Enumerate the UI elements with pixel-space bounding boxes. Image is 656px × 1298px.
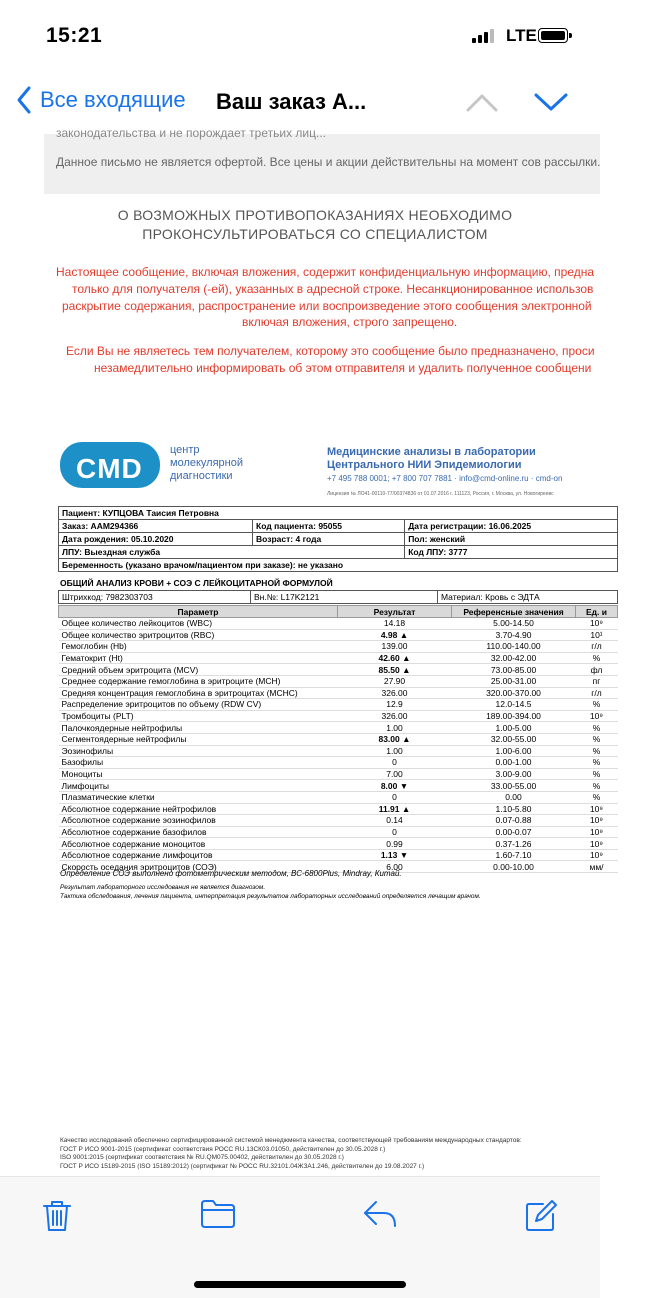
reference-cell: 32.00-42.00	[452, 652, 576, 664]
birth-date: Дата рождения: 05.10.2020	[59, 533, 253, 546]
table-row	[59, 849, 618, 861]
reference-cell: 0.00-1.00	[452, 757, 576, 769]
results-table	[58, 605, 618, 873]
trash-icon[interactable]	[42, 1199, 72, 1233]
disclaimer-box	[44, 126, 601, 194]
cut-text: законодательства и не порождает третьих лиц...	[56, 126, 326, 140]
unit-cell: %	[576, 699, 618, 711]
message-subject: Ваш заказ А...	[216, 89, 367, 114]
result-cell: 12.9	[338, 699, 452, 711]
network-type: LTE	[506, 26, 537, 45]
parameter-cell: Тромбоциты (PLT)	[59, 710, 338, 722]
result-cell: 1.00	[338, 745, 452, 757]
mail-toolbar	[0, 1176, 600, 1298]
reference-cell: 25.00-31.00	[452, 675, 576, 687]
table-row	[59, 629, 618, 641]
lab-contacts[interactable]: +7 495 788 0001; +7 800 707 7881 · info@cmd-online.ru · cmd-on	[327, 474, 563, 483]
reference-cell: 33.00-55.00	[452, 780, 576, 792]
center-name	[170, 444, 243, 483]
lab-header-line: Медицинские анализы в лаборатории	[327, 446, 536, 458]
result-cell: 83.00 ▲	[338, 733, 452, 745]
footer-line: ГОСТ Р ИСО 15189-2015 (ISO 15189:2012) (сертификат № РОСС RU.32101.04ЖЗА1.246, действителен до 19.08.2027 г.)	[60, 1162, 425, 1170]
result-cell: 0	[338, 757, 452, 769]
reference-cell: 3.00-9.00	[452, 768, 576, 780]
table-row	[59, 757, 618, 769]
table-row	[59, 815, 618, 827]
cmd-logo	[60, 442, 160, 488]
disclaimer-note: Результат лабораторного исследования не является диагнозом.	[60, 884, 266, 891]
reference-cell: 0.37-1.26	[452, 838, 576, 850]
unit-cell: 10⁹	[576, 826, 618, 838]
disclaimer-note: Тактика обследования, лечения пациента, интерпретация результатов лабораторных исследований определяется лечащим врачом.	[60, 893, 481, 900]
unit-cell: 10⁹	[576, 618, 618, 630]
parameter-cell: Общее количество эритроцитов (RBC)	[59, 629, 338, 641]
table-row	[59, 722, 618, 734]
reference-cell: 3.70-4.90	[452, 629, 576, 641]
result-cell: 6.00	[338, 861, 452, 873]
reference-cell: 12.0-14.5	[452, 699, 576, 711]
lab-header-line: Центрального НИИ Эпидемиологии	[327, 459, 522, 471]
table-row	[59, 803, 618, 815]
method-note: Определение СОЭ выполнено фотометрическим методом, ВС-6800Plus, Mindray, Китай.	[60, 869, 402, 878]
reference-cell: 320.00-370.00	[452, 687, 576, 699]
test-title: ОБЩИЙ АНАЛИЗ КРОВИ + СОЭ С ЛЕЙКОЦИТАРНОЙ ФОРМУЛОЙ	[60, 578, 333, 588]
result-cell: 42.60 ▲	[338, 652, 452, 664]
unit-cell: пг	[576, 675, 618, 687]
lpu: ЛПУ: Выездная служба	[59, 546, 405, 559]
folder-icon[interactable]	[200, 1199, 236, 1229]
center-line: молекулярной	[170, 457, 243, 469]
logo-text: CMD	[76, 453, 143, 484]
footer-line: ISO 9001:2015 (сертификат соответствия № RU.QM075.00402, действителен до 30.05.2028 г.)	[60, 1154, 344, 1161]
column-header: Параметр	[59, 606, 338, 618]
reference-cell: 0.07-0.88	[452, 815, 576, 827]
result-cell: 14.18	[338, 618, 452, 630]
unit-cell: %	[576, 780, 618, 792]
reference-cell: 1.10-5.80	[452, 803, 576, 815]
unit-cell: %	[576, 722, 618, 734]
lab-header	[327, 446, 536, 472]
column-header: Референсные значения	[452, 606, 576, 618]
result-cell: 326.00	[338, 687, 452, 699]
home-indicator	[194, 1281, 406, 1288]
unit-cell: %	[576, 791, 618, 803]
table-row	[59, 768, 618, 780]
table-row	[59, 710, 618, 722]
parameter-cell: Среднее содержание гемоглобина в эритроците (MCH)	[59, 675, 338, 687]
reference-cell: 0.00-10.00	[452, 861, 576, 873]
barcode: Штрихкод: 7982303703	[59, 591, 251, 604]
unit-cell: 10⁹	[576, 849, 618, 861]
result-cell: 1.00	[338, 722, 452, 734]
result-cell: 1.13 ▼	[338, 849, 452, 861]
column-header: Результат	[338, 606, 452, 618]
unit-cell: %	[576, 652, 618, 664]
disclaimer-text: Данное письмо не является офертой. Все цены и акции действительны на момент сов рассылки.	[56, 155, 601, 169]
parameter-cell: Абсолютное содержание эозинофилов	[59, 815, 338, 827]
previous-message-button[interactable]	[466, 92, 498, 112]
footer-line: ГОСТ Р ИСО 9001-2015 (сертификат соответствия РОСС RU.13СК03.01050, действителен до 30.05.2028 г.)	[60, 1145, 386, 1153]
compose-icon[interactable]	[524, 1199, 558, 1233]
age: Возраст: 4 года	[253, 533, 405, 546]
unit-cell: мм/	[576, 861, 618, 873]
parameter-cell: Палочкоядерные нейтрофилы	[59, 722, 338, 734]
clock: 15:21	[46, 24, 103, 47]
table-row	[59, 733, 618, 745]
footer-line: Качество исследований обеспечено сертифицированной системой менеджмента качества, соответствующей требованиям международных стандартов:	[60, 1137, 522, 1144]
email-body[interactable]	[0, 126, 607, 1176]
patient-code: Код пациента: 95055	[253, 520, 405, 533]
result-cell: 139.00	[338, 641, 452, 653]
sex: Пол: женский	[405, 533, 618, 546]
table-row	[59, 641, 618, 653]
unit-cell: %	[576, 757, 618, 769]
signal-icon	[472, 29, 498, 43]
unit-cell: фл	[576, 664, 618, 676]
center-line: диагностики	[170, 470, 233, 482]
parameter-cell: Гемоглобин (Hb)	[59, 641, 338, 653]
table-row	[59, 699, 618, 711]
table-row	[59, 838, 618, 850]
parameter-cell: Средний объем эритроцита (MCV)	[59, 664, 338, 676]
table-row	[59, 652, 618, 664]
reference-cell: 73.00-85.00	[452, 664, 576, 676]
unit-cell: 10⁹	[576, 815, 618, 827]
result-cell: 85.50 ▲	[338, 664, 452, 676]
reply-icon[interactable]	[362, 1199, 398, 1229]
status-bar	[0, 0, 600, 70]
result-cell: 0	[338, 791, 452, 803]
parameter-cell: Абсолютное содержание нейтрофилов	[59, 803, 338, 815]
parameter-cell: Базофилы	[59, 757, 338, 769]
table-row	[59, 826, 618, 838]
unit-cell: 10¹	[576, 629, 618, 641]
lpu-code: Код ЛПУ: 3777	[405, 546, 618, 559]
confidential-line: только для получателя (-ей), указанных в адресной строке. Несанкционированное использов	[72, 282, 594, 296]
confidential-line: раскрытие содержания, распространение или воспроизведение этого сообщения электронной	[62, 299, 592, 313]
table-row	[59, 675, 618, 687]
confidential-line: Настоящее сообщение, включая вложения, содержит конфиденциальную информацию, предна	[56, 265, 595, 279]
unit-cell: 10⁹	[576, 710, 618, 722]
parameter-cell: Гематокрит (Ht)	[59, 652, 338, 664]
lab-report	[52, 434, 612, 1194]
order-number: Заказ: ААМ294366	[59, 520, 253, 533]
reference-cell: 0.00-0.07	[452, 826, 576, 838]
unit-cell: %	[576, 768, 618, 780]
parameter-cell: Общее количество лейкоцитов (WBC)	[59, 618, 338, 630]
confidential-line: включая вложения, строго запрещено.	[242, 315, 458, 329]
unit-cell: г/л	[576, 641, 618, 653]
result-cell: 0.99	[338, 838, 452, 850]
table-row	[59, 745, 618, 757]
report-footer	[60, 1137, 620, 1171]
unit-cell: 10⁹	[576, 803, 618, 815]
sample-info	[58, 590, 618, 604]
parameter-cell: Абсолютное содержание лимфоцитов	[59, 849, 338, 861]
unit-cell: г/л	[576, 687, 618, 699]
reference-cell: 110.00-140.00	[452, 641, 576, 653]
back-button[interactable]	[16, 86, 186, 114]
reference-cell: 189.00-394.00	[452, 710, 576, 722]
result-cell: 8.00 ▼	[338, 780, 452, 792]
parameter-cell: Плазматические клетки	[59, 791, 338, 803]
reference-cell: 5.00-14.50	[452, 618, 576, 630]
table-row	[59, 618, 618, 630]
patient-name: Пациент: КУПЦОВА Таисия Петровна	[59, 507, 618, 520]
material: Материал: Кровь с ЭДТА	[438, 591, 618, 604]
table-row	[59, 780, 618, 792]
battery-icon	[538, 28, 568, 43]
parameter-cell: Лимфоциты	[59, 780, 338, 792]
reference-cell: 1.00-6.00	[452, 745, 576, 757]
result-cell: 0.14	[338, 815, 452, 827]
back-label: Все входящие	[40, 87, 186, 112]
parameter-cell: Скорость оседания эритроцитов (СОЭ)	[59, 861, 338, 873]
reference-cell: 0.00	[452, 791, 576, 803]
parameter-cell: Сегментоядерные нейтрофилы	[59, 733, 338, 745]
result-cell: 27.90	[338, 675, 452, 687]
result-cell: 11.91 ▲	[338, 803, 452, 815]
unit-cell: %	[576, 745, 618, 757]
parameter-cell: Распределение эритроцитов по объему (RDW CV)	[59, 699, 338, 711]
parameter-cell: Средняя концентрация гемоглобина в эритроцитах (MCHC)	[59, 687, 338, 699]
contraindication-warning: О ВОЗМОЖНЫХ ПРОТИВОПОКАЗАНИЯХ НЕОБХОДИМО ПРОКОНСУЛЬТИРОВАТЬСЯ СО СПЕЦИАЛИСТОМ	[117, 207, 513, 242]
reference-cell: 1.00-5.00	[452, 722, 576, 734]
table-row	[59, 664, 618, 676]
internal-number: Вн.№: L17K2121	[251, 591, 438, 604]
center-line: центр	[170, 444, 200, 456]
parameter-cell: Эозинофилы	[59, 745, 338, 757]
result-cell: 0	[338, 826, 452, 838]
table-row	[59, 687, 618, 699]
pregnancy: Беременность (указано врачом/пациентом при заказе): не указано	[59, 559, 618, 572]
reference-cell: 32.00-55.00	[452, 733, 576, 745]
patient-info-table	[58, 506, 618, 572]
table-row	[59, 791, 618, 803]
license-text: Лицензия № ЛО41-00110-77/00374836 от 01.07.2016 г. 111123, Россия, г. Москва, ул. Новогиреевс	[327, 491, 554, 497]
notify-line: Если Вы не являетесь тем получателем, которому это сообщение было предназначено, проси	[66, 344, 595, 358]
unit-cell: 10⁹	[576, 838, 618, 850]
unit-cell: %	[576, 733, 618, 745]
result-cell: 326.00	[338, 710, 452, 722]
parameter-cell: Абсолютное содержание моноцитов	[59, 838, 338, 850]
result-cell: 7.00	[338, 768, 452, 780]
parameter-cell: Абсолютное содержание базофилов	[59, 826, 338, 838]
chevron-left-icon	[16, 86, 32, 114]
result-cell: 4.98 ▲	[338, 629, 452, 641]
column-header: Ед. и	[576, 606, 618, 618]
reference-cell: 1.60-7.10	[452, 849, 576, 861]
next-message-button[interactable]	[534, 92, 568, 112]
parameter-cell: Моноциты	[59, 768, 338, 780]
notify-line: незамедлительно информировать об этом отправителя и удалить полученное сообщени	[94, 361, 592, 375]
registration-date: Дата регистрации: 16.06.2025	[405, 520, 618, 533]
